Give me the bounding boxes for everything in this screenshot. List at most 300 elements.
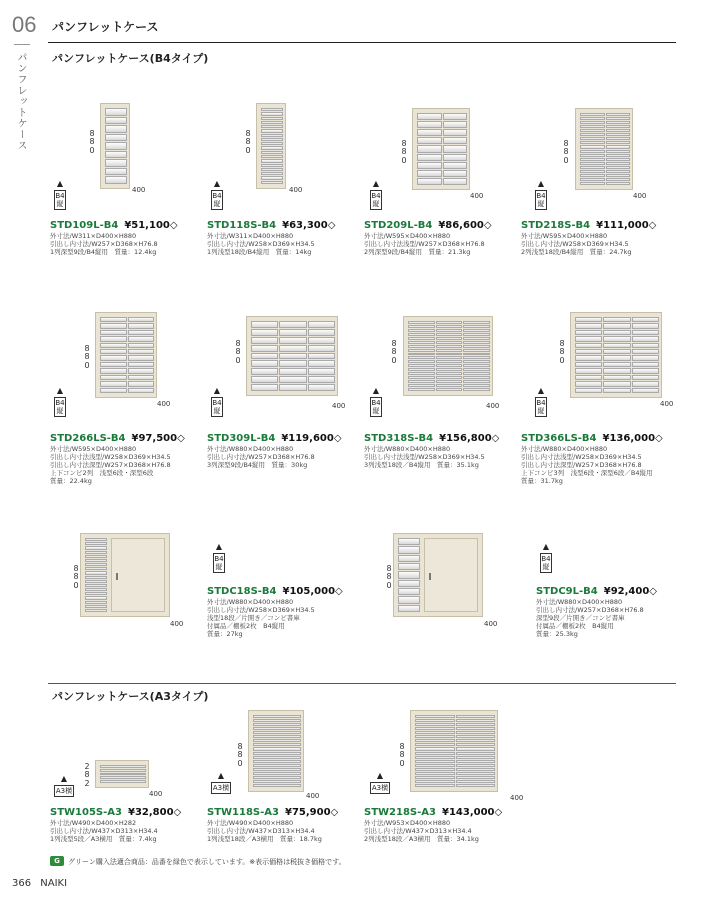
- drawer: [415, 727, 455, 730]
- drawer: [85, 538, 107, 541]
- drawer: [436, 380, 463, 383]
- spec-line: 引出し内寸法/W257×D368×H76.8: [50, 240, 158, 248]
- drawer: [463, 337, 490, 340]
- drawer: [415, 743, 455, 746]
- drawer: [251, 384, 278, 391]
- spec-line: 3列深型9段/B4縦用 質量：30kg: [207, 461, 308, 469]
- drawer: [463, 345, 490, 348]
- cabinet-illustration: [256, 103, 286, 189]
- depth-dimension: 400: [486, 402, 500, 410]
- drawer: [85, 563, 107, 566]
- drawer: [251, 376, 278, 383]
- drawer: [251, 360, 278, 367]
- drawer: [456, 715, 496, 718]
- paper-size-tag: [211, 397, 223, 417]
- model-price-line: [364, 426, 499, 445]
- cabinet-illustration: [95, 312, 157, 398]
- model-price-line: [521, 426, 663, 445]
- drawer: [279, 384, 306, 391]
- drawer: [261, 112, 283, 115]
- spec-line: 質量：25.3kg: [536, 630, 578, 638]
- drawer: [398, 588, 420, 595]
- paper-size-tag: [370, 190, 382, 210]
- drawer-grid: [251, 321, 335, 391]
- drawer: [415, 776, 455, 779]
- product-info: [50, 800, 181, 843]
- model-price-line: [50, 426, 185, 445]
- product-info: [207, 426, 342, 469]
- product-info: [207, 213, 335, 256]
- drawer: [261, 108, 283, 111]
- spec-line: 付属品／棚板2枚 B4縦用: [207, 622, 285, 630]
- spec-line: 引出し内寸法浅型/W258×D369×H34.5: [364, 453, 485, 461]
- up-arrow-icon: ▲: [56, 179, 64, 188]
- drawer: [575, 381, 602, 386]
- drawer: [606, 125, 631, 128]
- cabinet-illustration: [248, 710, 304, 792]
- drawer: [463, 364, 490, 367]
- price: ¥143,000◇: [441, 807, 503, 818]
- drawer: [128, 375, 155, 380]
- orientation-label: 縦: [372, 407, 380, 416]
- drawer: [443, 113, 468, 120]
- drawer: [603, 336, 630, 341]
- drawer: [415, 719, 455, 722]
- model-number: STW118S-A3: [207, 807, 279, 818]
- drawer: [603, 388, 630, 393]
- drawer: [261, 121, 283, 124]
- drawer-grid: [100, 317, 154, 393]
- drawer: [308, 337, 335, 344]
- drawer: [463, 353, 490, 356]
- drawer: [463, 333, 490, 336]
- drawer: [632, 323, 659, 328]
- model-number: STD318S-B4: [364, 433, 434, 444]
- drawer: [436, 349, 463, 352]
- cabinet-illustration: [412, 108, 470, 190]
- drawer: [415, 723, 455, 726]
- drawer: [580, 162, 605, 165]
- drawer: [575, 336, 602, 341]
- drawer: [251, 345, 278, 352]
- drawer: [456, 723, 496, 726]
- drawer: [436, 321, 463, 324]
- drawer: [456, 743, 496, 746]
- paper-size-tag: [211, 190, 223, 210]
- drawer: [580, 145, 605, 148]
- model-price-line: [207, 800, 338, 819]
- spec-line: 外寸法/W880×D400×H880: [364, 445, 451, 453]
- drawer: [261, 172, 283, 175]
- spec-line: 上下コンビ3列 浅型6段・深型6段／B4縦用: [521, 469, 653, 477]
- drawer: [253, 780, 301, 783]
- drawer-grid: [417, 113, 467, 185]
- up-arrow-icon: ▲: [372, 179, 380, 188]
- spec-line: 引出し内寸法浅型/W258×D369×H34.5: [521, 453, 642, 461]
- model-price-line: [364, 213, 492, 232]
- drawer: [408, 325, 435, 328]
- drawer: [398, 555, 420, 562]
- drawer: [105, 168, 127, 176]
- drawer: [580, 182, 605, 185]
- drawer: [253, 756, 301, 759]
- drawer: [417, 154, 442, 161]
- drawer-grid: [85, 538, 107, 612]
- drawer: [408, 329, 435, 332]
- height-dimension: 8 8 0: [237, 742, 243, 768]
- drawer: [253, 739, 301, 742]
- drawer: [606, 182, 631, 185]
- door-handle: [429, 573, 431, 580]
- drawer-grid: [408, 321, 490, 391]
- drawer: [105, 117, 127, 125]
- spec-line: 付属品／棚板2枚 B4縦用: [536, 622, 614, 630]
- orientation-label: 縦: [542, 563, 550, 572]
- spec-line: 引出し内寸法/W258×D369×H34.5: [207, 240, 315, 248]
- drawer: [279, 345, 306, 352]
- drawer: [443, 145, 468, 152]
- paper-size-label: B4: [541, 555, 551, 563]
- drawer: [308, 384, 335, 391]
- drawer: [443, 121, 468, 128]
- drawer: [456, 735, 496, 738]
- up-arrow-icon: ▲: [213, 179, 221, 188]
- paper-size-label: A3横: [212, 784, 230, 792]
- drawer: [253, 752, 301, 755]
- product-info: [521, 213, 656, 256]
- drawer-grid: [398, 538, 420, 612]
- drawer: [580, 141, 605, 144]
- height-dimension: 8 8 0: [89, 129, 95, 155]
- drawer: [105, 176, 127, 184]
- drawer: [463, 384, 490, 387]
- drawer: [456, 731, 496, 734]
- spec-line: 外寸法/W595×D400×H880: [50, 445, 137, 453]
- cabinet-illustration: [100, 103, 130, 189]
- drawer: [408, 337, 435, 340]
- drawer: [128, 355, 155, 360]
- drawer: [436, 388, 463, 391]
- drawer: [105, 151, 127, 159]
- up-arrow-icon: ▲: [537, 386, 545, 395]
- drawer: [456, 768, 496, 771]
- drawer: [606, 166, 631, 169]
- paper-size-tag: [54, 190, 66, 210]
- drawer: [408, 349, 435, 352]
- drawer: [575, 343, 602, 348]
- spec-line: 2列浅型18段／A3横用 質量：34.1kg: [364, 835, 479, 843]
- cabinet-door: [111, 538, 165, 612]
- drawer: [632, 388, 659, 393]
- orientation-label: 縦: [213, 200, 221, 209]
- drawer: [128, 388, 155, 393]
- depth-dimension: 400: [633, 192, 647, 200]
- drawer: [253, 764, 301, 767]
- drawer: [463, 356, 490, 359]
- drawer: [443, 162, 468, 169]
- drawer: [415, 739, 455, 742]
- drawer: [415, 784, 455, 787]
- depth-dimension: 400: [289, 186, 303, 194]
- drawer: [253, 784, 301, 787]
- depth-dimension: 400: [660, 400, 674, 408]
- drawer: [463, 341, 490, 344]
- up-arrow-icon: ▲: [217, 771, 225, 780]
- drawer: [398, 546, 420, 553]
- drawer: [603, 362, 630, 367]
- drawer: [408, 356, 435, 359]
- drawer: [606, 154, 631, 157]
- drawer: [415, 735, 455, 738]
- drawer: [580, 125, 605, 128]
- spec-line: 外寸法/W490×D400×H880: [207, 819, 294, 827]
- orientation-label: 縦: [56, 407, 64, 416]
- depth-dimension: 400: [157, 400, 171, 408]
- up-arrow-icon: ▲: [537, 179, 545, 188]
- drawer-grid: [105, 108, 127, 184]
- drawer-grid: [580, 113, 630, 185]
- drawer: [417, 170, 442, 177]
- drawer: [436, 329, 463, 332]
- drawer: [128, 381, 155, 386]
- drawer: [398, 571, 420, 578]
- drawer: [463, 380, 490, 383]
- drawer: [100, 381, 127, 386]
- drawer-grid: [415, 715, 495, 787]
- paper-size-label: B4: [55, 192, 65, 200]
- paper-size-label: A3横: [55, 787, 73, 795]
- drawer: [436, 372, 463, 375]
- drawer: [128, 330, 155, 335]
- drawer: [85, 592, 107, 595]
- drawer: [575, 317, 602, 322]
- drawer: [603, 323, 630, 328]
- spec-line: 深型9段／片開き／コンビ書庫: [536, 614, 625, 622]
- drawer: [606, 141, 631, 144]
- drawer: [105, 134, 127, 142]
- drawer: [436, 364, 463, 367]
- spec-line: 外寸法/W880×D400×H880: [536, 598, 623, 606]
- drawer: [261, 142, 283, 145]
- drawer: [443, 137, 468, 144]
- drawer: [632, 375, 659, 380]
- cabinet-illustration: [393, 533, 483, 617]
- model-number: STDC9L-B4: [536, 586, 598, 597]
- drawer: [100, 330, 127, 335]
- drawer: [128, 362, 155, 367]
- drawer: [603, 368, 630, 373]
- spec-line: 引出し内寸法浅型/W258×D369×H34.5: [50, 453, 171, 461]
- paper-size-label: B4: [212, 192, 222, 200]
- price: ¥97,500◇: [131, 433, 185, 444]
- drawer: [606, 170, 631, 173]
- drawer: [456, 719, 496, 722]
- paper-size-label: B4: [212, 399, 222, 407]
- drawer: [308, 353, 335, 360]
- paper-size-tag: [540, 553, 552, 573]
- cabinet-illustration: [410, 710, 498, 792]
- drawer: [85, 546, 107, 549]
- model-number: STD109L-B4: [50, 220, 119, 231]
- price: ¥136,000◇: [602, 433, 663, 444]
- drawer: [580, 170, 605, 173]
- footer-note: グリーン購入法適合商品：品番を緑色で表示しています。※表示価格は税抜き価格です。: [68, 858, 346, 866]
- drawer: [100, 375, 127, 380]
- drawer: [575, 330, 602, 335]
- drawer: [100, 776, 146, 779]
- spec-line: 引出し内寸法浅型/W257×D368×H76.8: [364, 240, 485, 248]
- drawer: [408, 376, 435, 379]
- spec-line: 外寸法/W490×D400×H282: [50, 819, 137, 827]
- spec-line: 浅型18段／片開き／コンビ書庫: [207, 614, 300, 622]
- price: ¥156,800◇: [439, 433, 500, 444]
- drawer: [261, 151, 283, 154]
- drawer: [436, 325, 463, 328]
- drawer: [261, 164, 283, 167]
- drawer: [632, 362, 659, 367]
- model-number: STD266LS-B4: [50, 433, 126, 444]
- orientation-label: 縦: [537, 407, 545, 416]
- spec-line: 引出し内寸法/W258×D369×H34.5: [207, 606, 315, 614]
- drawer: [580, 150, 605, 153]
- up-arrow-icon: ▲: [372, 386, 380, 395]
- drawer: [415, 768, 455, 771]
- drawer: [580, 117, 605, 120]
- paper-size-label: B4: [536, 192, 546, 200]
- drawer: [575, 368, 602, 373]
- drawer: [408, 333, 435, 336]
- drawer: [398, 580, 420, 587]
- drawer: [436, 337, 463, 340]
- drawer: [128, 368, 155, 373]
- drawer: [456, 784, 496, 787]
- drawer: [443, 178, 468, 185]
- drawer: [443, 154, 468, 161]
- drawer: [415, 780, 455, 783]
- depth-dimension: 400: [132, 186, 146, 194]
- drawer: [251, 321, 278, 328]
- drawer: [606, 158, 631, 161]
- drawer: [580, 137, 605, 140]
- drawer: [606, 117, 631, 120]
- price: ¥75,900◇: [284, 807, 339, 818]
- spec-line: 外寸法/W595×D400×H880: [521, 232, 608, 240]
- drawer: [632, 355, 659, 360]
- drawer: [443, 129, 468, 136]
- spec-line: 引出し内寸法/W437×D313×H34.4: [207, 827, 315, 835]
- spec-line: 質量：31.7kg: [521, 477, 563, 485]
- drawer: [261, 129, 283, 132]
- drawer: [261, 181, 283, 184]
- drawer: [100, 388, 127, 393]
- spec-line: 外寸法/W953×D400×H880: [364, 819, 451, 827]
- drawer: [408, 353, 435, 356]
- cabinet-illustration: [80, 533, 170, 617]
- product-info: [50, 213, 178, 256]
- drawer: [279, 329, 306, 336]
- drawer: [632, 343, 659, 348]
- drawer: [415, 764, 455, 767]
- drawer: [580, 129, 605, 132]
- drawer: [85, 555, 107, 558]
- drawer: [408, 360, 435, 363]
- cabinet-illustration: [403, 316, 493, 396]
- drawer: [463, 321, 490, 324]
- drawer: [603, 349, 630, 354]
- drawer: [253, 735, 301, 738]
- drawer: [100, 349, 127, 354]
- drawer: [463, 368, 490, 371]
- drawer: [105, 142, 127, 150]
- drawer: [85, 576, 107, 579]
- paper-size-tag: [54, 785, 74, 797]
- spec-line: 質量：27kg: [207, 630, 243, 638]
- side-rule: [14, 44, 30, 45]
- drawer: [408, 388, 435, 391]
- drawer: [128, 349, 155, 354]
- chapter-number: 06: [12, 12, 37, 37]
- height-dimension: 8 8 0: [235, 339, 241, 365]
- cabinet-illustration: [246, 316, 338, 396]
- drawer: [415, 731, 455, 734]
- drawer: [85, 567, 107, 570]
- drawer: [308, 321, 335, 328]
- drawer: [279, 337, 306, 344]
- spec-line: 外寸法/W880×D400×H880: [521, 445, 608, 453]
- drawer: [408, 372, 435, 375]
- door-handle: [116, 573, 118, 580]
- drawer: [85, 559, 107, 562]
- drawer: [417, 178, 442, 185]
- drawer: [85, 571, 107, 574]
- drawer: [100, 343, 127, 348]
- spec-line: 引出し内寸法/W437×D313×H34.4: [364, 827, 472, 835]
- drawer: [408, 384, 435, 387]
- header-rule: [48, 42, 676, 43]
- drawer: [456, 752, 496, 755]
- drawer: [417, 145, 442, 152]
- drawer: [603, 330, 630, 335]
- model-price-line: [50, 800, 181, 819]
- drawer: [463, 349, 490, 352]
- drawer: [456, 772, 496, 775]
- drawer: [105, 125, 127, 133]
- product-info: [207, 800, 338, 843]
- model-price-line: [207, 426, 342, 445]
- height-dimension: 8 8 0: [559, 339, 565, 365]
- cabinet-illustration: [95, 760, 149, 788]
- drawer: [251, 329, 278, 336]
- spec-line: 3列浅型18段／B4縦用 質量：35.1kg: [364, 461, 479, 469]
- up-arrow-icon: ▲: [215, 542, 223, 551]
- drawer-grid: [100, 765, 146, 783]
- drawer: [603, 375, 630, 380]
- paper-size-label: A3横: [371, 784, 389, 792]
- drawer: [398, 605, 420, 612]
- spec-line: 上下コンビ2列 浅型6段・深型6段: [50, 469, 154, 477]
- drawer: [279, 360, 306, 367]
- page-number-value: 366: [12, 878, 32, 889]
- depth-dimension: 400: [484, 620, 498, 628]
- price: ¥92,400◇: [603, 586, 657, 597]
- drawer: [308, 345, 335, 352]
- paper-size-tag: [370, 397, 382, 417]
- spec-line: 引出し内寸法/W437×D313×H34.4: [50, 827, 158, 835]
- drawer: [85, 601, 107, 604]
- paper-size-label: B4: [371, 399, 381, 407]
- drawer: [408, 364, 435, 367]
- drawer: [417, 129, 442, 136]
